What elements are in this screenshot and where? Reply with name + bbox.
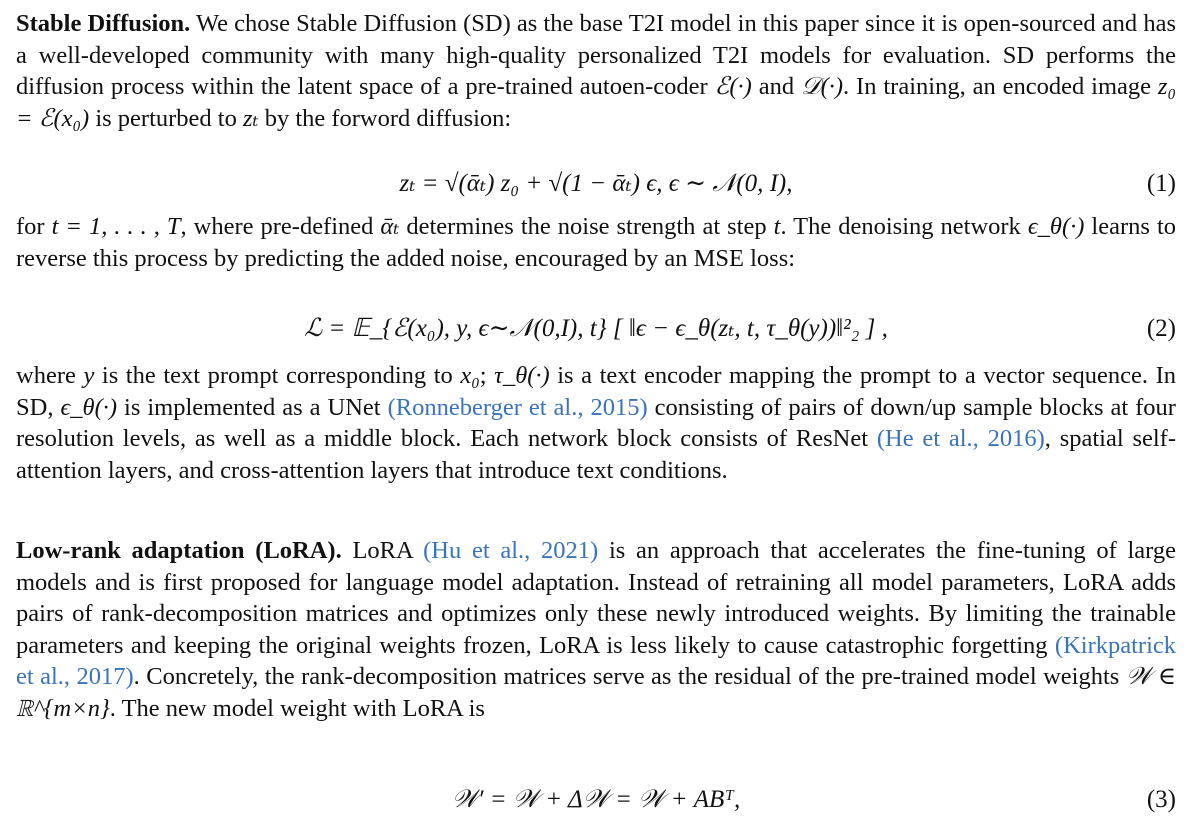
text-run: determines the noise strength at step (399, 213, 774, 240)
paragraph-lora (16, 535, 1176, 724)
math-zt: zₜ (242, 104, 259, 132)
math-encoder: ℰ(·) (714, 73, 752, 100)
paragraph-heading-lora: Low-rank adaptation (LoRA). (16, 537, 342, 564)
equation-3-body: 𝒲′ = 𝒲 + Δ𝒲 = 𝒲 + ABᵀ, (451, 786, 741, 813)
text-run: , spatial self-attention layers, and cross-attention layers that introduce text conditions. (16, 425, 1176, 484)
equation-2-number: (2) (1146, 315, 1176, 342)
math-weight-space: 𝒲 ∈ ℝ^{m×n} (16, 663, 1177, 722)
math-t: t (773, 213, 781, 240)
math-t-range: t = 1, . . . , T (51, 213, 181, 240)
text-run: ; (479, 362, 495, 389)
paragraph-stable-diffusion (16, 8, 1176, 134)
citation-link-he[interactable]: (He et al., 2016) (876, 425, 1045, 452)
text-run: is implemented as a UNet (117, 393, 388, 421)
equation-1 (16, 164, 1176, 204)
equation-3 (16, 780, 1176, 820)
text-run: learns to reverse this process by predicting the added noise, encouraged by an MSE loss: (16, 213, 1176, 272)
equation-2 (16, 309, 1176, 349)
equation-1-number: (1) (1146, 170, 1176, 197)
math-y: y (83, 362, 95, 389)
text-run: for (16, 213, 52, 240)
text-run: where (16, 362, 84, 389)
text-run: is perturbed to (89, 104, 243, 132)
math-eps-theta: ϵ_θ(·) (1027, 213, 1085, 240)
paragraph-heading-stable-diffusion: Stable Diffusion. (16, 10, 191, 37)
equation-1-body: zₜ = √(ᾱₜ) z₀ + √(1 − ᾱₜ) ϵ, ϵ ∼ 𝒩(0, I), (399, 170, 793, 197)
math-alpha-bar: ᾱₜ (380, 213, 400, 240)
text-run: , where pre-defined (180, 213, 381, 240)
citation-link-kirkpatrick[interactable]: (Kirkpatrick et al., 2017) (16, 631, 1176, 690)
text-run: . The denoising network (780, 213, 1028, 240)
math-z0: z₀ = ℰ(x₀) (16, 73, 1176, 132)
text-run: We chose Stable Diffusion (SD) as the base T2I model in this paper since it is open-sourced and has a well-developed community with many high-quality personalized T2I models for evaluation. SD performs the diffusion process within the latent space of a pre-trained autoen-coder (16, 10, 1176, 100)
text-run: . The new model weight with LoRA is (109, 694, 485, 722)
text-run: LoRA (341, 537, 424, 564)
equation-2-body: ℒ = 𝔼_{ℰ(x₀), y, ϵ∼𝒩(0,I), t} [ ‖ϵ − ϵ_θ(zₜ, t, τ_θ(y))‖²₂ ] , (304, 315, 888, 342)
text-run: is the text prompt corresponding to (94, 362, 461, 389)
equation-3-number: (3) (1146, 786, 1176, 813)
citation-link-hu[interactable]: (Hu et al., 2021) (423, 537, 599, 564)
text-run: is an approach that accelerates the fine-tuning of large models and is first proposed for language model adaptation. Instead of retraining all model parameters, LoRA adds pairs of rank-decomposition matrices and optimizes only these newly introduced weights. By limiting the trainable parameters and keeping the original weights frozen, LoRA is less likely to cause catastrophic forgetting (16, 537, 1176, 659)
text-run: . Concretely, the rank-decomposition matrices serve as the residual of the pre-trained model weights (133, 663, 1126, 690)
text-run: and (751, 73, 802, 100)
citation-link-ronneberger[interactable]: (Ronneberger et al., 2015) (387, 393, 648, 421)
math-eps-theta: ϵ_θ(·) (60, 393, 118, 421)
text-run: consisting of pairs of down/up sample blocks at four resolution levels, as well as a middle block. Each network block consists of ResNet (16, 393, 1176, 452)
math-decoder: 𝒟(·) (801, 73, 844, 100)
text-run: is a text encoder mapping the prompt to a vector sequence. In SD, (16, 362, 1177, 421)
text-run: by the forword diffusion: (258, 104, 512, 132)
text-run: . In training, an encoded image (843, 73, 1158, 100)
math-x0: x₀ (460, 362, 480, 389)
paragraph-noise-schedule (16, 211, 1176, 274)
math-tau-theta: τ_θ(·) (494, 362, 550, 389)
paragraph-unet (16, 360, 1176, 486)
